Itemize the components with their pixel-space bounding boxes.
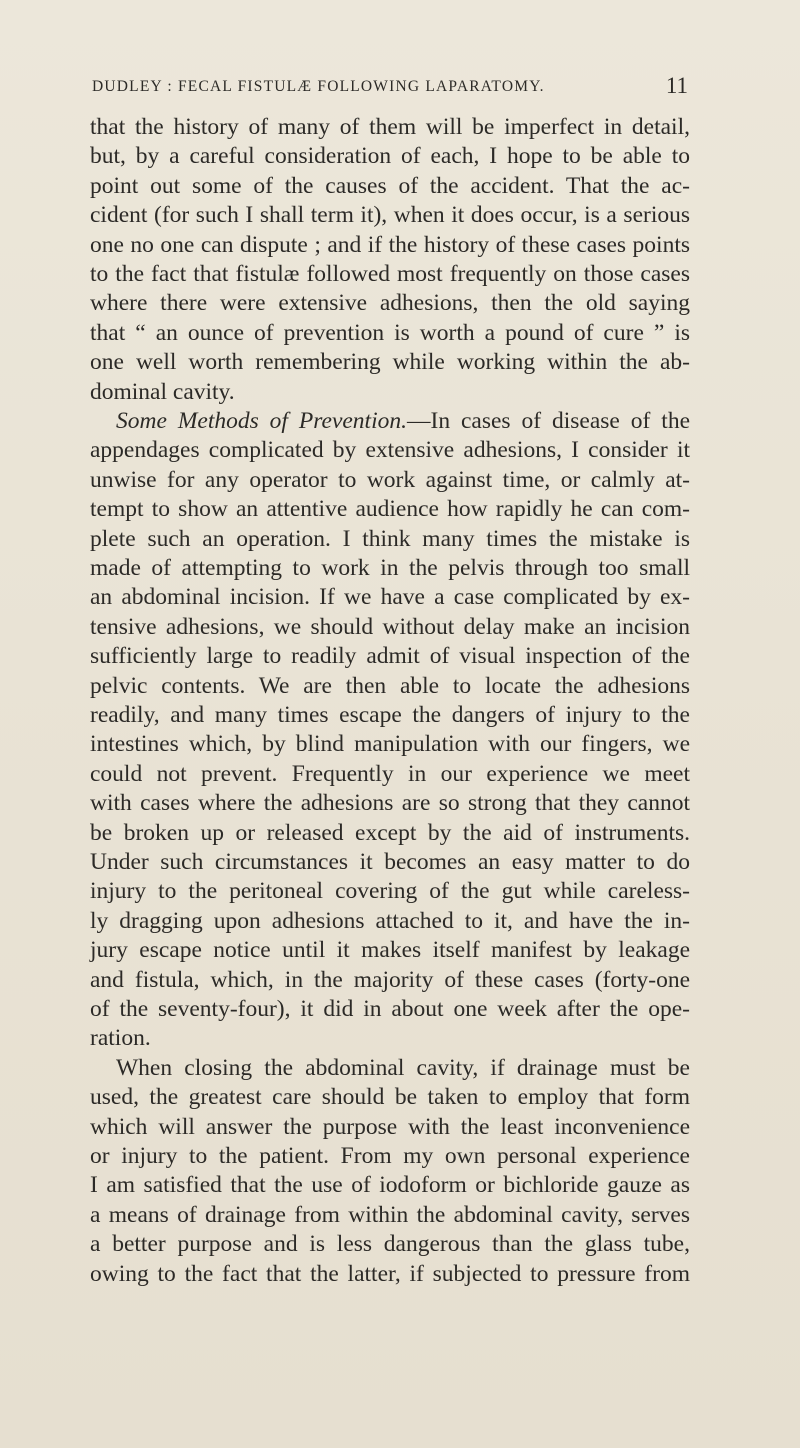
text-line: owing to the fact that the latter, if subjected to pressure from <box>90 1260 690 1287</box>
text-line: Under such circumstances it becomes an easy matter to do <box>90 849 690 875</box>
text-line: tensive adhesions, we should without delay make an incision <box>90 613 690 640</box>
text-line: dominal cavity. <box>90 378 235 405</box>
text-line: tempt to show an attentive audience how rapidly he can com- <box>90 496 690 523</box>
text-line: point out some of the causes of the accident. That the ac- <box>90 172 690 199</box>
text-line: an abdominal incision. If we have a case complicated by ex- <box>90 584 690 611</box>
text-line: where there were extensive adhesions, then the old saying <box>90 290 690 317</box>
text-line: pelvic contents. We are then able to locate the adhesions <box>90 672 690 699</box>
text-line: to the fact that fistulæ followed most frequently on those cases <box>90 261 690 287</box>
text-line: When closing the abdominal cavity, if drainage must be <box>116 1054 690 1081</box>
running-head: DUDLEY : FECAL FISTULÆ FOLLOWING LAPARATOMY. <box>92 78 545 95</box>
text-line: and fistula, which, in the majority of these cases (forty-one <box>90 966 690 993</box>
text-line: a means of drainage from within the abdominal cavity, serves <box>90 1201 690 1228</box>
text-line: with cases where the adhesions are so strong that they cannot <box>90 790 690 817</box>
text-line: or injury to the patient. From my own personal experience <box>90 1143 690 1169</box>
text-line-run: —In cases of disease of the <box>407 408 690 434</box>
text-line: be broken up or released except by the aid of instruments. <box>90 819 690 846</box>
text-line: a better purpose and is less dangerous than the glass tube, <box>90 1231 690 1258</box>
text-line: sufficiently large to readily admit of visual inspection of the <box>90 643 690 670</box>
text-line: plete such an operation. I think many times the mistake is <box>90 525 690 552</box>
text-line: jury escape notice until it makes itself manifest by leakage <box>90 937 690 964</box>
text-line: unwise for any operator to work against time, or calmly at- <box>90 466 690 493</box>
text-line: readily, and many times escape the dangers of injury to the <box>90 702 690 728</box>
text-line: I am satisfied that the use of iodoform or bichloride gauze as <box>90 1172 690 1199</box>
text-line: cident (for such I shall term it), when it does occur, is a serious <box>90 202 690 229</box>
text-line: one no one can dispute ; and if the history of these cases points <box>90 231 690 258</box>
text-line: made of attempting to work in the pelvis through too small <box>90 555 690 581</box>
text-line: intestines which, by blind manipulation with our fingers, we <box>90 731 690 758</box>
text-line: of the seventy-four), it did in about one week after the ope- <box>90 996 690 1022</box>
text-line: appendages complicated by extensive adhesions, I consider it <box>90 437 690 464</box>
page-number: 11 <box>665 73 688 98</box>
text-line: could not prevent. Frequently in our experience we meet <box>90 760 690 787</box>
text-line: one well worth remembering while working within the ab- <box>90 349 690 376</box>
text-line: ly dragging upon adhesions attached to it, and have the in- <box>90 907 690 934</box>
text-line: that “ an ounce of prevention is worth a pound of cure ” is <box>90 319 690 346</box>
text-line: which will answer the purpose with the least inconvenience <box>90 1113 690 1140</box>
section-heading: Some Methods of Prevention. <box>116 408 407 434</box>
text-line: that the history of many of them will be imperfect in detail, <box>90 114 690 140</box>
page-header <box>92 73 688 108</box>
section-heading-line <box>116 407 690 437</box>
text-line: injury to the peritoneal covering of the gut while careless- <box>90 878 690 905</box>
text-line: ration. <box>90 1025 151 1052</box>
text-line: but, by a careful consideration of each, I hope to be able to <box>90 143 690 170</box>
text-line: used, the greatest care should be taken to employ that form <box>90 1084 690 1111</box>
